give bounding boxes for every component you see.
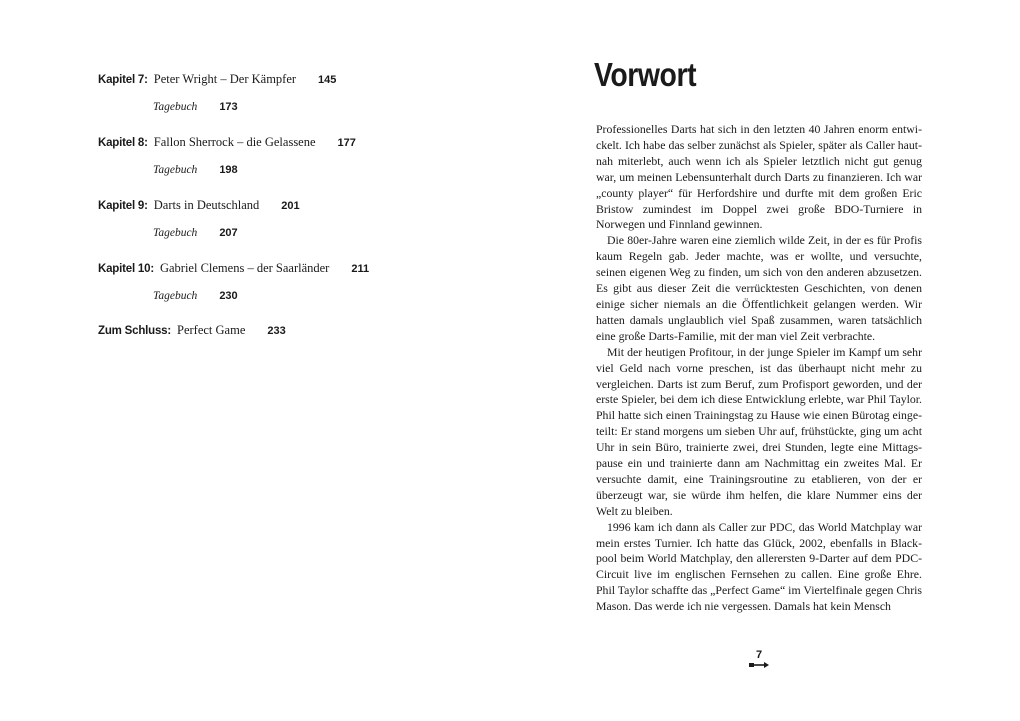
toc-chapter-label: Kapitel 10: <box>98 263 154 275</box>
toc-final-entry <box>98 319 286 342</box>
toc-page-number: 201 <box>281 200 300 212</box>
toc-chapter-title: Gabriel Clemens – der Saarländer <box>159 261 330 275</box>
paragraph: 1996 kam ich dann als Caller zur PDC, das World Matchplay war mein erstes Turnier. Ich hatte das Glück, 2002, ebenfalls in Blackpool beim World Matchplay, den allerersten 9-Darter auf dem PDC-Circuit live im englischen Fernsehen zu callen. Eine große Ehre. Phil Taylor schaffte das „Perfect Game“ im Viertelfinale gegen Chris Mason. Das werde ich nie vergessen. Damals hat kein Mensch <box>596 519 922 614</box>
toc-diary-label: Tagebuch <box>153 290 198 302</box>
toc-diary-label: Tagebuch <box>153 227 198 239</box>
toc-page-number: 211 <box>351 263 370 275</box>
toc-diary-page: 198 <box>219 164 238 176</box>
toc-chapter-title: Peter Wright – Der Kämpfer <box>153 72 297 86</box>
toc-diary-page: 207 <box>219 227 238 239</box>
toc-final-title: Perfect Game <box>177 323 246 337</box>
body-text <box>596 122 922 615</box>
paragraph: Die 80er-Jahre waren eine ziemlich wilde Zeit, in der es für Profis kaum Regeln gab. Jeder machte, was er wollte, und versuchte, seinen eigenen Weg zu finden, um sich von den anderen abzusetzen. Es gibt aus dieser Zeit die verrücktesten Geschichten, von denen einige sicher niemals an die Öffentlichkeit gelangen werden. Wir hatten damals unglaublich viel Spaß zusammen, waren tatsächlich eine große Darts-Familie, mit der man viel Zeit verbrachte. <box>596 233 922 343</box>
page-footer <box>744 649 774 669</box>
toc-chapter-title: Fallon Sherrock – die Gelassene <box>153 135 316 149</box>
toc-page-number: 145 <box>318 74 337 86</box>
toc-chapter-label: Kapitel 9: <box>98 200 148 212</box>
toc-entry <box>98 68 518 131</box>
toc-final-page: 233 <box>267 325 286 337</box>
toc-entry <box>98 131 518 194</box>
toc-chapter-title: Darts in Deutschland <box>153 198 260 212</box>
page-number: 7 <box>755 649 763 661</box>
toc-chapter-label: Kapitel 8: <box>98 137 148 149</box>
table-of-contents <box>98 68 518 320</box>
paragraph: Mit der heutigen Profitour, in der junge Spieler im Kampf um sehr viel Geld nach vorne preschen, ist das überhaupt nicht mehr zu vergleichen. Darts ist zum Beruf, zum Profisport geworden, und der erste Spieler, bei dem ich diese Entwicklung erlebte, war Phil Taylor. Phil hatte sich einen Trainingstag zu Hause wie einen Bürotag eingeteilt: Er stand morgens um sieben Uhr auf, frühstückte, ging um acht Uhr in sein Büro, trainierte zwei, drei Stunden, legte eine Mittagspause ein und trainierte dann am Nachmittag ein zweites Mal. Er versuchte damit, eine Trainingsroutine zu etablieren, von der er überzeugt war, sie würde ihm helfen, die klare Nummer eins der Welt zu bleiben. <box>596 344 922 518</box>
toc-diary-page: 173 <box>219 101 238 113</box>
dart-icon <box>748 661 770 669</box>
toc-diary-label: Tagebuch <box>153 101 198 113</box>
toc-entry <box>98 257 518 320</box>
page-heading: Vorwort <box>594 56 697 93</box>
toc-final-label: Zum Schluss: <box>98 325 172 337</box>
toc-page-number: 177 <box>337 137 356 149</box>
paragraph: Professionelles Darts hat sich in den letzten 40 Jahren enorm entwickelt. Ich habe das selber zunächst als Spieler, später als Caller hautnah miterlebt, auch wenn ich als Spieler letztlich nicht gut genug war, um meinen Lebensunterhalt durch Darts zu finanzieren. Ich war „county player“ für Herfordshire und durfte mit dem großen Eric Bristow zumindest im Doppel zwei große BDO-Turniere in Norwegen und Finnland gewinnen. <box>596 122 922 232</box>
toc-diary-label: Tagebuch <box>153 164 198 176</box>
toc-chapter-label: Kapitel 7: <box>98 74 148 86</box>
toc-diary-page: 230 <box>219 290 238 302</box>
toc-entry <box>98 194 518 257</box>
